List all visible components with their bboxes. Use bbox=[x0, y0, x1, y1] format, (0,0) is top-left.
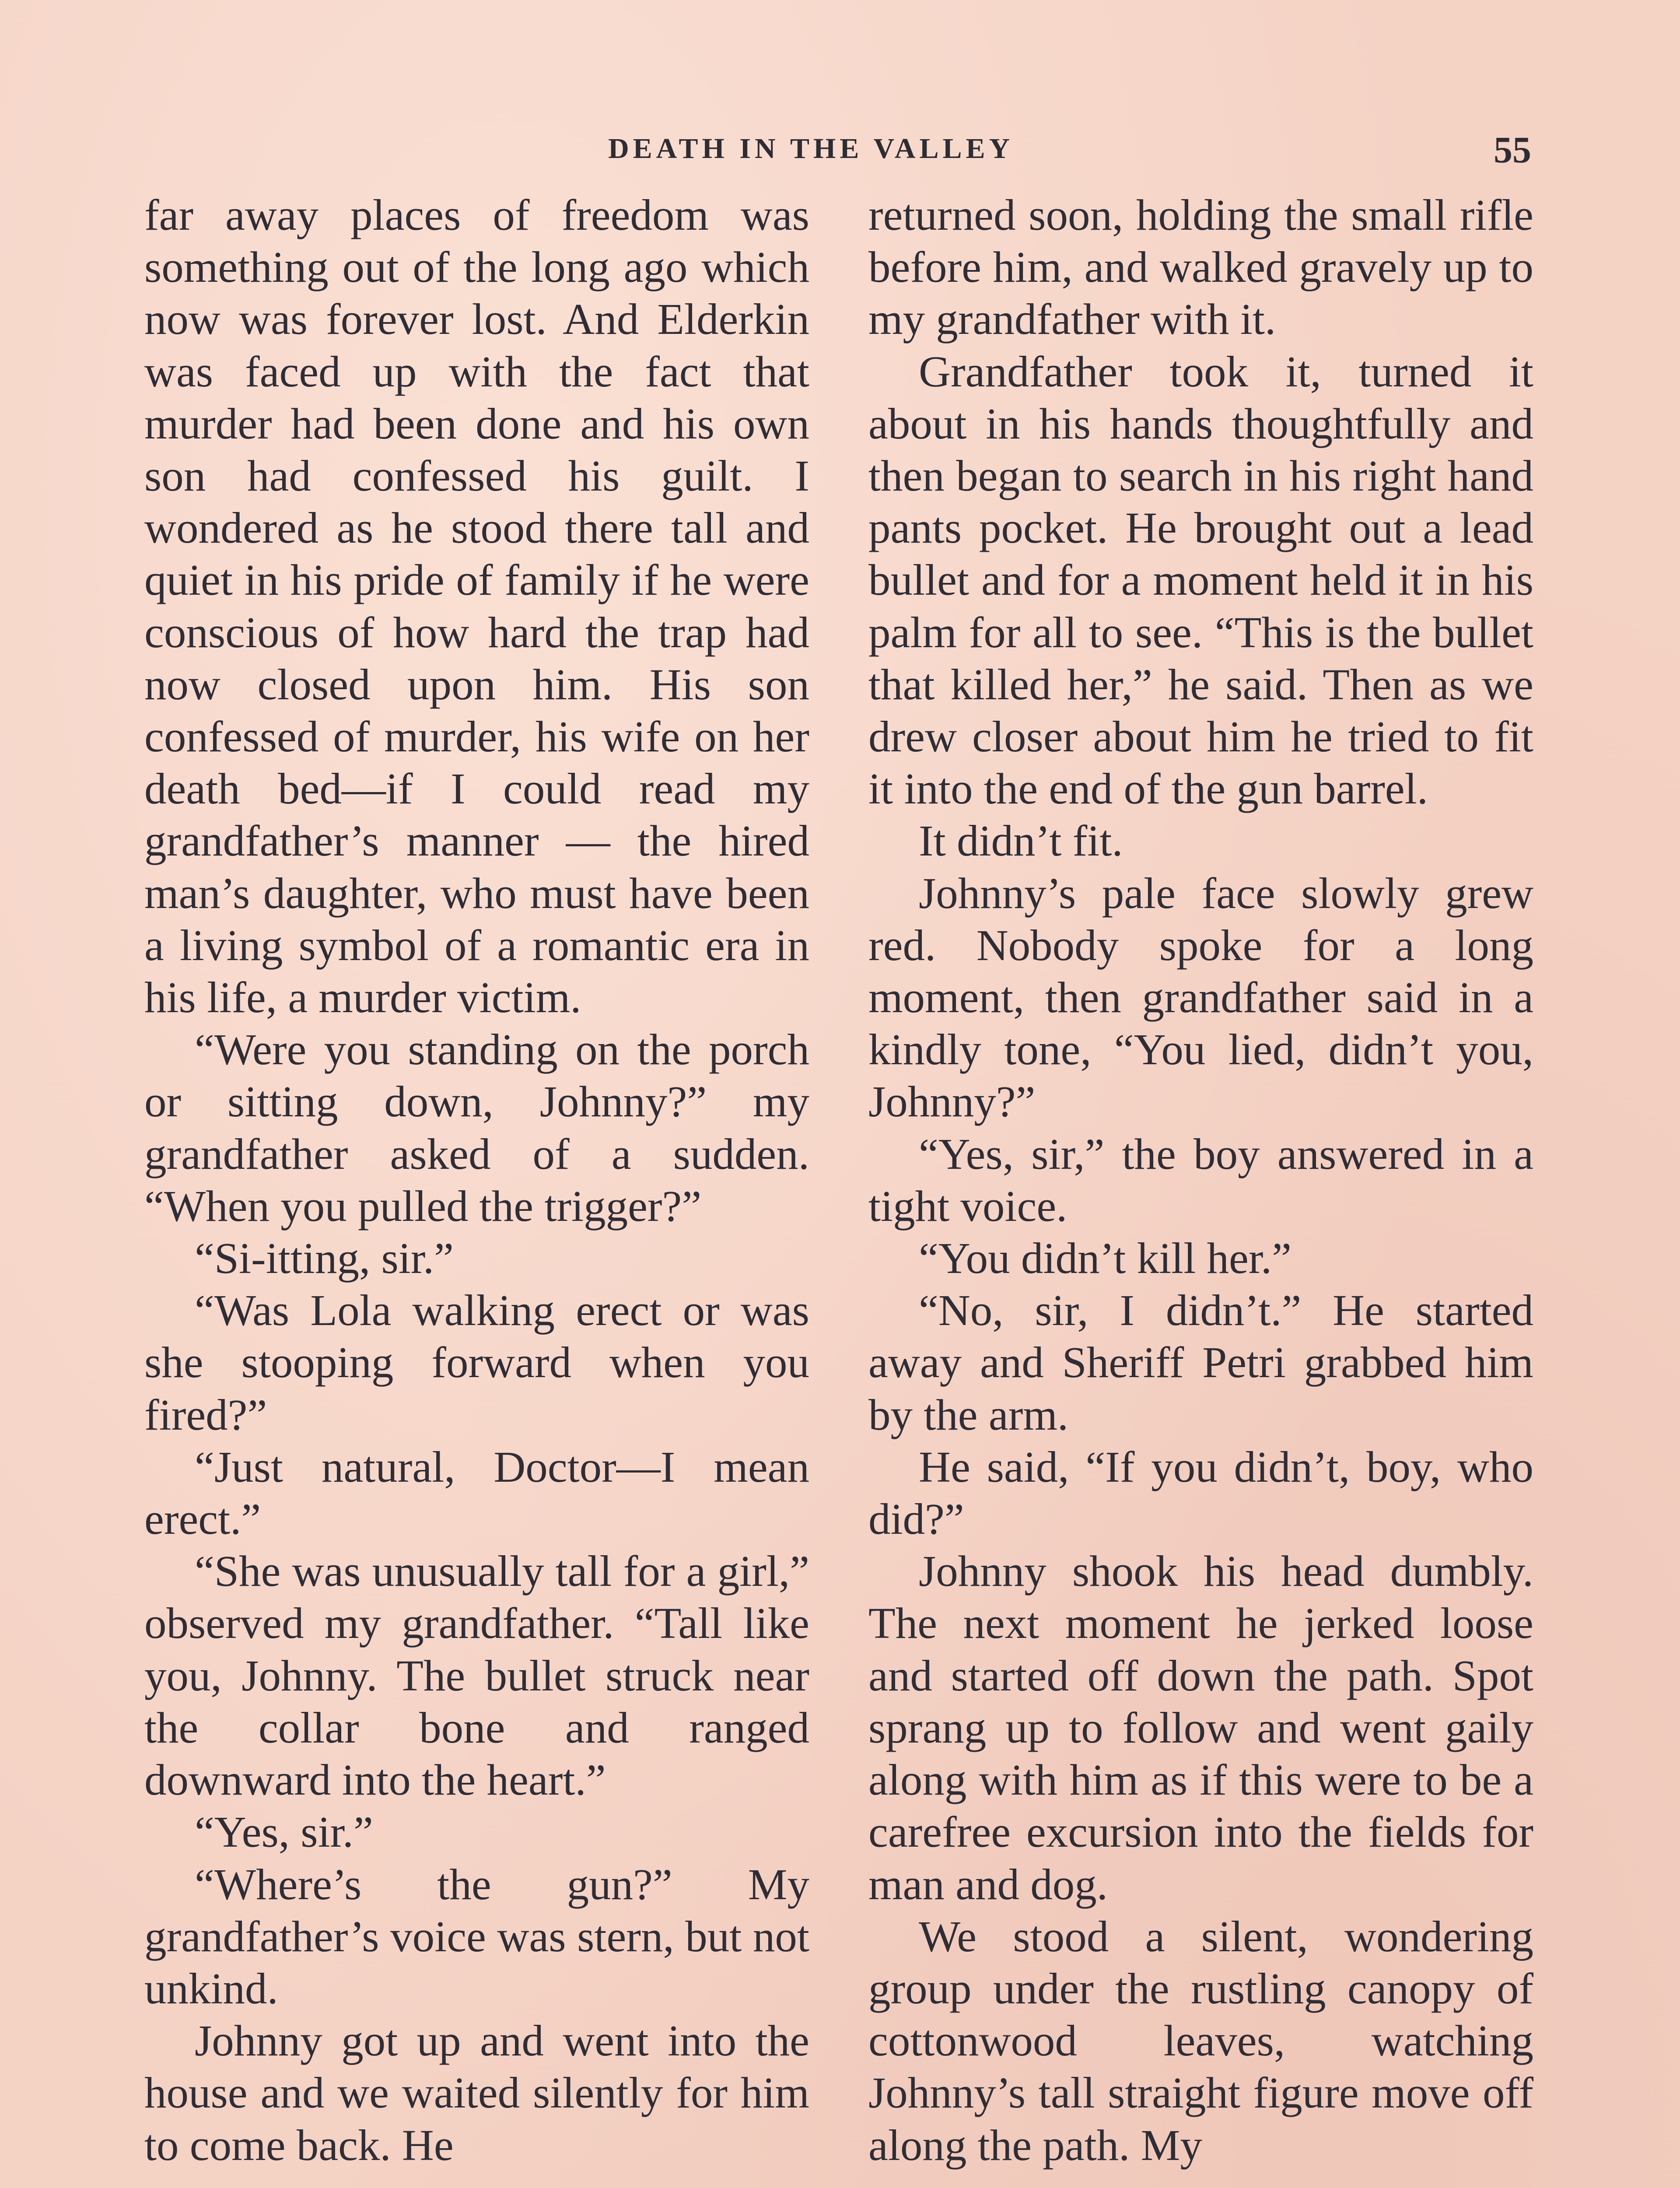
page-number: 55 bbox=[1494, 129, 1531, 171]
page-header bbox=[144, 128, 1540, 176]
paragraph: “No, sir, I didn’t.” He started away and Sheriff Petri grabbed him by the arm. bbox=[868, 1286, 1533, 1439]
paragraph: Johnny got up and went into the house and we waited silently for him to come back. He bbox=[144, 2016, 809, 2170]
running-head: DEATH IN THE VALLEY bbox=[608, 133, 1014, 165]
paragraph: “Were you standing on the porch or sitting down, Johnny?” my grandfather asked of a sudden. “When you pulled the trigger?” bbox=[144, 1025, 809, 1231]
paragraph: Grandfather took it, turned it about in his hands thoughtfully and then began to search in his right hand pants pocket. He brought out a lead bullet and for a moment held it in his palm for all to see. “This is the bullet that killed her,” he said. Then as we drew closer about him he tried to fit it into the end of the gun barrel. bbox=[868, 347, 1533, 813]
paragraph: “She was unusually tall for a girl,” observed my grandfather. “Tall like you, Johnny. The bullet struck near the collar bone and ranged downward into the heart.” bbox=[144, 1546, 809, 1805]
paragraph: “Si-itting, sir.” bbox=[195, 1234, 454, 1283]
paragraph: Johnny’s pale face slowly grew red. Nobody spoke for a long moment, then grandfather said in a kindly tone, “You lied, didn’t you, Johnny?” bbox=[868, 868, 1533, 1126]
paragraph: “You didn’t kill her.” bbox=[919, 1234, 1292, 1283]
left-column bbox=[144, 189, 809, 2171]
paragraph: far away places of freedom was something out of the long ago which now was forever lost. And Elderkin was faced up with the fact that murder had been done and his own son had confessed his guilt. I wondered as he stood there tall and quiet in his pride of family if he were conscious of how hard the trap had now closed upon him. His son confessed of murder, his wife on her death bed—if I could read my grandfather’s manner — the hired man’s daughter, who must have been a living symbol of a romantic era in his life, a murder victim. bbox=[144, 190, 809, 1022]
paragraph: “Where’s the gun?” My grandfather’s voice was stern, but not unkind. bbox=[144, 1859, 809, 2013]
paragraph: “Just natural, Doctor—I mean erect.” bbox=[144, 1442, 809, 1544]
paragraph: We stood a silent, wondering group under the rustling canopy of cottonwood leaves, watching Johnny’s tall straight figure move off along the path. My bbox=[868, 1911, 1533, 2170]
right-column bbox=[868, 189, 1533, 2171]
paragraph: He said, “If you didn’t, boy, who did?” bbox=[868, 1442, 1533, 1544]
paragraph: returned soon, holding the small rifle before him, and walked gravely up to my grandfather with it. bbox=[868, 190, 1533, 344]
paragraph: “Yes, sir.” bbox=[195, 1807, 373, 1857]
paragraph: “Was Lola walking erect or was she stooping forward when you fired?” bbox=[144, 1286, 809, 1439]
paragraph: “Yes, sir,” the boy answered in a tight voice. bbox=[868, 1129, 1533, 1231]
paragraph: Johnny shook his head dumbly. The next moment he jerked loose and started off down the path. Spot sprang up to follow and went gaily along with him as if this were to be a carefree excursion into the fields for man and dog. bbox=[868, 1546, 1533, 1909]
paragraph: It didn’t fit. bbox=[919, 816, 1123, 866]
